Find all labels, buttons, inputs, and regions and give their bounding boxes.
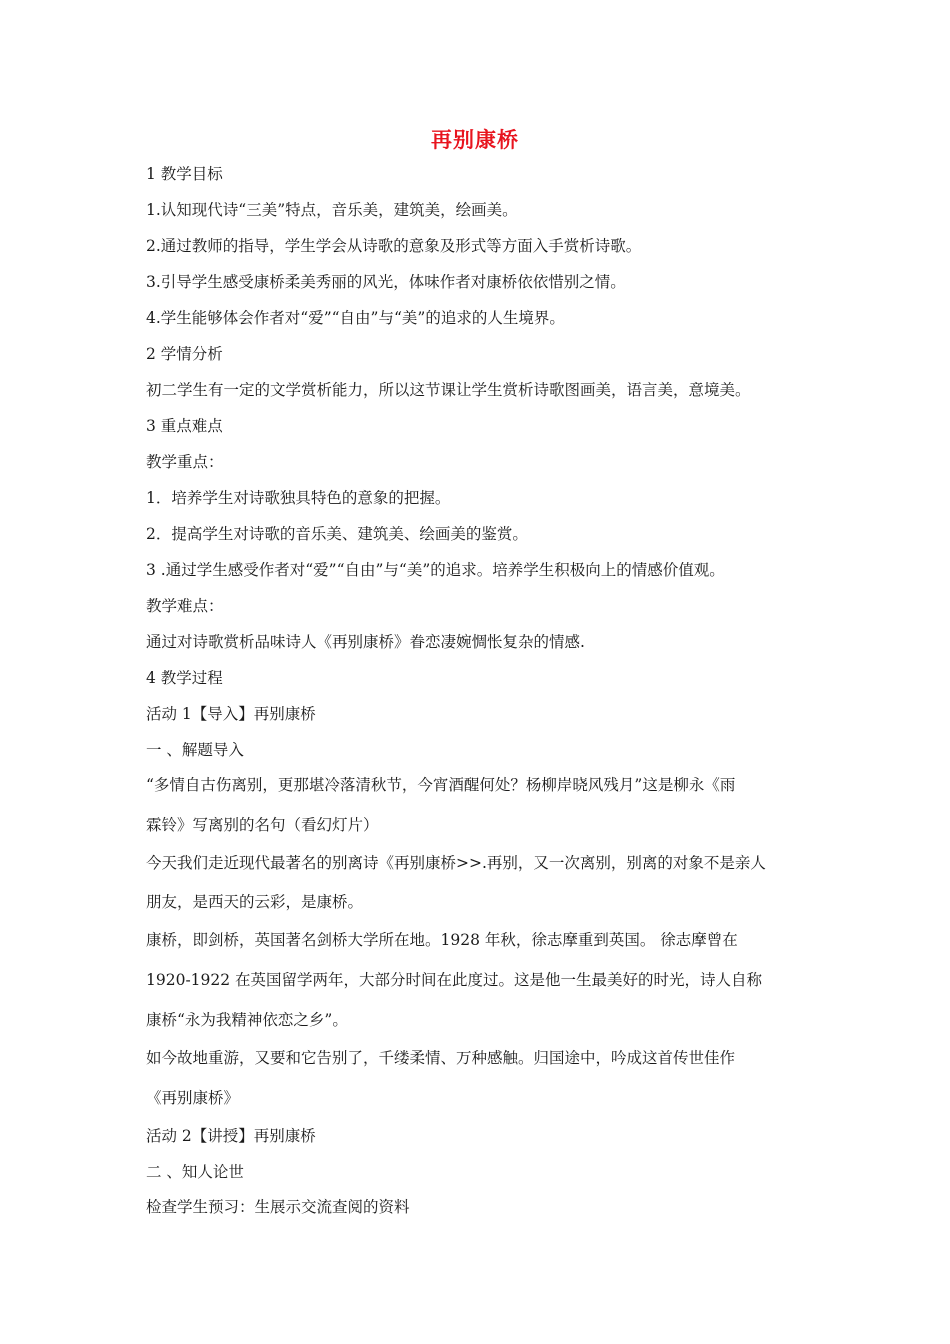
- analysis-text: 初二学生有一定的文学赏析能力，所以这节课让学生赏析诗歌图画美，语言美，意境美。: [146, 381, 751, 399]
- paragraph-line: 今天我们走近现代最著名的别离诗《再别康桥>>.再别，又一次离别，别离的对象不是亲人: [146, 854, 766, 872]
- key-points-label: 教学重点：: [146, 453, 224, 471]
- activity-2-heading: 活动 2【讲授】再别康桥: [146, 1127, 316, 1145]
- paragraph-line: 朋友，是西天的云彩，是康桥。: [146, 893, 364, 911]
- paragraph-line: 1920-1922 在英国留学两年，大部分时间在此度过。这是他一生最美好的时光，诗人自称: [146, 971, 763, 989]
- paragraph-line: 检查学生预习：生展示交流查阅的资料: [146, 1198, 410, 1216]
- key-point-2: 2．提高学生对诗歌的音乐美、建筑美、绘画美的鉴赏。: [146, 525, 528, 543]
- section-heading-analysis: 2 学情分析: [146, 345, 223, 363]
- doc-title: 再别康桥: [431, 128, 519, 152]
- objective-3: 3.引导学生感受康桥柔美秀丽的风光，体味作者对康桥依依惜别之情。: [146, 273, 626, 291]
- objective-2: 2.通过教师的指导，学生学会从诗歌的意象及形式等方面入手赏析诗歌。: [146, 237, 642, 255]
- objective-4: 4.学生能够体会作者对“爱”“自由”与“美”的追求的人生境界。: [146, 309, 565, 327]
- key-point-3: 3 .通过学生感受作者对“爱”“自由”与“美”的追求。培养学生积极向上的情感价值观。: [146, 561, 725, 579]
- section-heading-objectives: 1 教学目标: [146, 165, 223, 183]
- paragraph-line: 如今故地重游，又要和它告别了，千缕柔情、万种感触。归国途中，吟成这首传世佳作: [146, 1049, 736, 1067]
- paragraph-line: “多情自古伤离别，更那堪冷落清秋节，今宵酒醒何处？杨柳岸晓风残月”这是柳永《雨: [146, 776, 736, 794]
- objective-1: 1.认知现代诗“三美”特点，音乐美，建筑美，绘画美。: [146, 201, 518, 219]
- section-heading-key-points: 3 重点难点: [146, 417, 223, 435]
- subsection-intro: 一 、解题导入: [146, 741, 244, 759]
- difficulty-text: 通过对诗歌赏析品味诗人《再别康桥》眷恋凄婉惆怅复杂的情感.: [146, 633, 585, 651]
- difficulties-label: 教学难点：: [146, 597, 224, 615]
- paragraph-line: 《再别康桥》: [146, 1089, 240, 1107]
- paragraph-line: 康桥“永为我精神依恋之乡”。: [146, 1011, 348, 1029]
- subsection-background: 二 、知人论世: [146, 1163, 244, 1181]
- key-point-1: 1．培养学生对诗歌独具特色的意象的把握。: [146, 489, 451, 507]
- paragraph-line: 康桥，即剑桥，英国著名剑桥大学所在地。1928 年秋，徐志摩重到英国。 徐志摩曾在: [146, 931, 738, 949]
- activity-1-heading: 活动 1【导入】再别康桥: [146, 705, 316, 723]
- paragraph-line: 霖铃》写离别的名句（看幻灯片）: [146, 816, 379, 834]
- section-heading-process: 4 教学过程: [146, 669, 223, 687]
